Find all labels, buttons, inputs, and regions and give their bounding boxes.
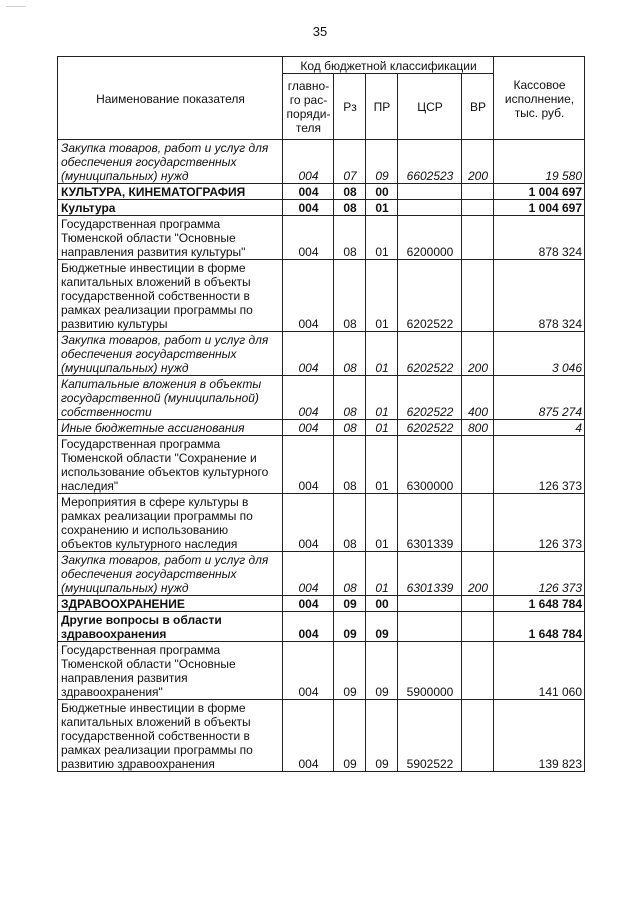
header-rz: Рз xyxy=(334,74,366,140)
cell-rz: 08 xyxy=(334,552,366,596)
cell-csr: 5900000 xyxy=(398,642,462,700)
cell-csr: 6202522 xyxy=(398,376,462,420)
header-csr: ЦСР xyxy=(398,74,462,140)
cell-pr: 00 xyxy=(366,184,398,200)
cell-amount: 139 823 xyxy=(494,700,585,772)
cell-csr: 6300000 xyxy=(398,436,462,494)
cell-amount: 126 373 xyxy=(494,494,585,552)
cell-rz: 08 xyxy=(334,436,366,494)
cell-amount: 1 648 784 xyxy=(494,612,585,642)
cell-amount: 126 373 xyxy=(494,552,585,596)
cell-name: Государственная программа Тюменской области "Сохранение и использование объектов культурного наследия" xyxy=(58,436,283,494)
cell-csr: 6301339 xyxy=(398,494,462,552)
cell-glav: 004 xyxy=(283,436,334,494)
cell-vr: 200 xyxy=(462,332,494,376)
table-row xyxy=(58,216,585,260)
cell-name: Мероприятия в сфере культуры в рамках реализации программы по сохранению и использованию объектов культурного наследия xyxy=(58,494,283,552)
table-row xyxy=(58,612,585,642)
cell-glav: 004 xyxy=(283,494,334,552)
cell-amount: 1 004 697 xyxy=(494,200,585,216)
cell-vr xyxy=(462,260,494,332)
cell-glav: 004 xyxy=(283,642,334,700)
cell-pr: 01 xyxy=(366,216,398,260)
table-row xyxy=(58,436,585,494)
cell-pr: 01 xyxy=(366,436,398,494)
cell-glav: 004 xyxy=(283,700,334,772)
cell-amount: 878 324 xyxy=(494,216,585,260)
cell-amount: 1 648 784 xyxy=(494,596,585,612)
cell-pr: 09 xyxy=(366,140,398,184)
cell-glav: 004 xyxy=(283,376,334,420)
table-row xyxy=(58,596,585,612)
header-glav: главно-го рас-поряди-теля xyxy=(283,74,334,140)
page-corner-mark: _____ xyxy=(6,0,26,7)
table-body xyxy=(58,140,585,772)
cell-amount: 1 004 697 xyxy=(494,184,585,200)
cell-rz: 08 xyxy=(334,260,366,332)
cell-csr: 6301339 xyxy=(398,552,462,596)
table-row xyxy=(58,260,585,332)
cell-name: Капитальные вложения в объекты государственной (муниципальной) собственности xyxy=(58,376,283,420)
table-row xyxy=(58,140,585,184)
cell-pr: 09 xyxy=(366,612,398,642)
cell-vr: 200 xyxy=(462,140,494,184)
header-pr: ПР xyxy=(366,74,398,140)
cell-csr: 6202522 xyxy=(398,420,462,436)
cell-amount: 126 373 xyxy=(494,436,585,494)
header-amount: Кассовое исполнение, тыс. руб. xyxy=(494,57,585,140)
cell-pr: 01 xyxy=(366,260,398,332)
cell-vr: 800 xyxy=(462,420,494,436)
cell-rz: 09 xyxy=(334,642,366,700)
table-row xyxy=(58,494,585,552)
cell-vr xyxy=(462,436,494,494)
cell-pr: 01 xyxy=(366,494,398,552)
cell-csr: 6202522 xyxy=(398,260,462,332)
cell-csr xyxy=(398,596,462,612)
cell-name: Иные бюджетные ассигнования xyxy=(58,420,283,436)
table-row xyxy=(58,700,585,772)
cell-pr: 00 xyxy=(366,596,398,612)
cell-rz: 09 xyxy=(334,612,366,642)
cell-name: Государственная программа Тюменской области "Основные направления развития здравоохранения" xyxy=(58,642,283,700)
cell-name: Закупка товаров, работ и услуг для обеспечения государственных (муниципальных) нужд xyxy=(58,552,283,596)
cell-amount: 3 046 xyxy=(494,332,585,376)
cell-name: Бюджетные инвестиции в форме капитальных вложений в объекты государственной собственности в рамках реализации программы по развитию культуры xyxy=(58,260,283,332)
cell-pr: 01 xyxy=(366,552,398,596)
cell-name: Закупка товаров, работ и услуг для обеспечения государственных (муниципальных) нужд xyxy=(58,140,283,184)
cell-glav: 004 xyxy=(283,260,334,332)
table-row xyxy=(58,552,585,596)
cell-glav: 004 xyxy=(283,596,334,612)
cell-vr xyxy=(462,184,494,200)
cell-pr: 09 xyxy=(366,700,398,772)
cell-pr: 01 xyxy=(366,376,398,420)
header-vr: ВР xyxy=(462,74,494,140)
cell-name: Другие вопросы в области здравоохранения xyxy=(58,612,283,642)
cell-rz: 08 xyxy=(334,494,366,552)
cell-name: Государственная программа Тюменской области "Основные направления развития культуры" xyxy=(58,216,283,260)
table-row xyxy=(58,376,585,420)
cell-amount: 878 324 xyxy=(494,260,585,332)
cell-csr: 6602523 xyxy=(398,140,462,184)
cell-name: ЗДРАВООХРАНЕНИЕ xyxy=(58,596,283,612)
cell-csr xyxy=(398,184,462,200)
cell-pr: 01 xyxy=(366,420,398,436)
cell-name: Бюджетные инвестиции в форме капитальных вложений в объекты государственной собственности в рамках реализации программы по развитию здравоохранения xyxy=(58,700,283,772)
cell-amount: 4 xyxy=(494,420,585,436)
table-row xyxy=(58,332,585,376)
cell-rz: 08 xyxy=(334,216,366,260)
budget-table xyxy=(57,56,585,772)
cell-vr xyxy=(462,700,494,772)
table-row xyxy=(58,184,585,200)
table-row xyxy=(58,200,585,216)
cell-csr: 6200000 xyxy=(398,216,462,260)
cell-rz: 08 xyxy=(334,200,366,216)
cell-pr: 01 xyxy=(366,200,398,216)
cell-vr xyxy=(462,494,494,552)
cell-pr: 09 xyxy=(366,642,398,700)
cell-amount: 875 274 xyxy=(494,376,585,420)
cell-rz: 08 xyxy=(334,420,366,436)
cell-vr: 200 xyxy=(462,552,494,596)
cell-amount: 19 580 xyxy=(494,140,585,184)
cell-name: КУЛЬТУРА, КИНЕМАТОГРАФИЯ xyxy=(58,184,283,200)
cell-glav: 004 xyxy=(283,184,334,200)
cell-amount: 141 060 xyxy=(494,642,585,700)
cell-glav: 004 xyxy=(283,140,334,184)
cell-vr xyxy=(462,642,494,700)
page-number: 35 xyxy=(312,24,328,39)
cell-glav: 004 xyxy=(283,552,334,596)
cell-rz: 08 xyxy=(334,332,366,376)
cell-vr xyxy=(462,612,494,642)
cell-rz: 08 xyxy=(334,376,366,420)
cell-csr xyxy=(398,200,462,216)
cell-pr: 01 xyxy=(366,332,398,376)
cell-rz: 07 xyxy=(334,140,366,184)
cell-csr: 6202522 xyxy=(398,332,462,376)
cell-rz: 09 xyxy=(334,700,366,772)
cell-rz: 09 xyxy=(334,596,366,612)
cell-vr xyxy=(462,200,494,216)
cell-glav: 004 xyxy=(283,420,334,436)
cell-vr xyxy=(462,596,494,612)
cell-csr xyxy=(398,612,462,642)
cell-glav: 004 xyxy=(283,216,334,260)
cell-glav: 004 xyxy=(283,612,334,642)
cell-name: Закупка товаров, работ и услуг для обеспечения государственных (муниципальных) нужд xyxy=(58,332,283,376)
cell-glav: 004 xyxy=(283,200,334,216)
header-code-group: Код бюджетной классификации xyxy=(283,57,494,74)
cell-vr xyxy=(462,216,494,260)
table-row xyxy=(58,642,585,700)
table-row xyxy=(58,420,585,436)
cell-name: Культура xyxy=(58,200,283,216)
cell-csr: 5902522 xyxy=(398,700,462,772)
cell-vr: 400 xyxy=(462,376,494,420)
cell-glav: 004 xyxy=(283,332,334,376)
header-name: Наименование показателя xyxy=(58,57,283,140)
cell-rz: 08 xyxy=(334,184,366,200)
